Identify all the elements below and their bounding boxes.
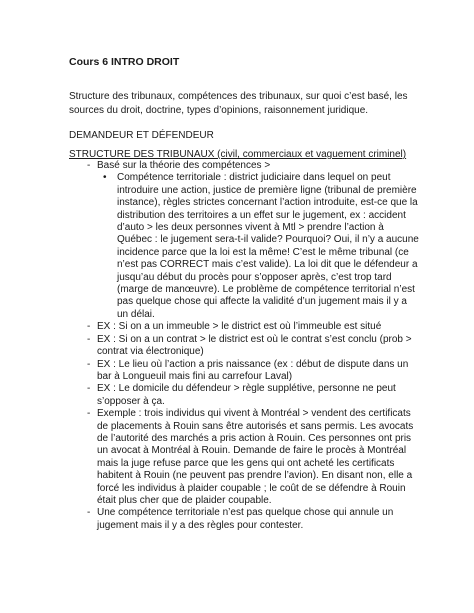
list-item: - Exemple : trois individus qui vivent à Montréal > vendent des certificats de placements à Rouin sans être autorisés et sans permis. Les avocats de l’autorité des marchés a pris action à Rouin. Ces personnes ont pris un avocat à Montréal à Rouin. Demande de faire le procès à Montréal mais la juge refuse parce que les gens qui ont acheté les certificats habitent à Rouin (ne peuvent pas prendre l’avion). En disant non, elle a forcé les individus à plaider coupable ; le coût de se défendre à Rouin était plus cher que de plaider coupable.: [69, 408, 419, 507]
list-item: - EX : Le lieu où l’action a pris naissance (ex : début de dispute dans un bar à Longueuil mais fini au carrefour Laval): [69, 359, 419, 384]
document-title: Cours 6 INTRO DROIT: [69, 56, 180, 68]
structure-heading: STRUCTURE DES TRIBUNAUX (civil, commerciaux et vaguement criminel): [69, 149, 407, 160]
list-item-text: Basé sur la théorie des compétences >: [97, 160, 271, 171]
intro-paragraph: Structure des tribunaux, compétences des tribunaux, sur quoi c’est basé, les sources du droit, doctrine, types d’opinions, raisonnement juridique.: [69, 91, 408, 117]
list-item: - Une compétence territoriale n’est pas quelque chose qui annule un jugement mais il y a des règles pour contester.: [69, 507, 419, 532]
sub-list: [97, 172, 419, 321]
sub-list-item: • Compétence territoriale : district judiciaire dans lequel on peut introduire une action, justice de première ligne (tribunal de première instance), règles strictes concernant l’action introduite, est-ce que la distribution des territoires a un effet sur le jugement, ex : accident d’auto > les deux personnes vivent à Mtl > prendre l’action à Québec : le jugement sera-t-il valide? Pourquoi? Oui, il n’y a aucune incidence parce que la loi est la même! C’est le même tribunal (ce n’est pas CORRECT mais c’est valide). La loi dit que le défendeur a jusqu’au début du procès pour s’opposer après, c’est trop tard (marge de manœuvre). Le problème de compétence territorial n’est pas quelque chose qui affecte la validité d’un jugement mais il y a un délai.: [97, 172, 419, 321]
list-item: [69, 160, 419, 321]
list-item: - EX : Le domicile du défendeur > règle supplétive, personne ne peut s’opposer à ça.: [69, 383, 419, 408]
list-item: - EX : Si on a un contrat > le district est où le contrat s’est conclu (prob > contrat via électronique): [69, 334, 419, 359]
section-heading: DEMANDEUR ET DÉFENDEUR: [69, 130, 214, 141]
notes-list: [69, 160, 419, 532]
list-item: - EX : Si on a un immeuble > le district est où l’immeuble est situé: [69, 321, 419, 333]
